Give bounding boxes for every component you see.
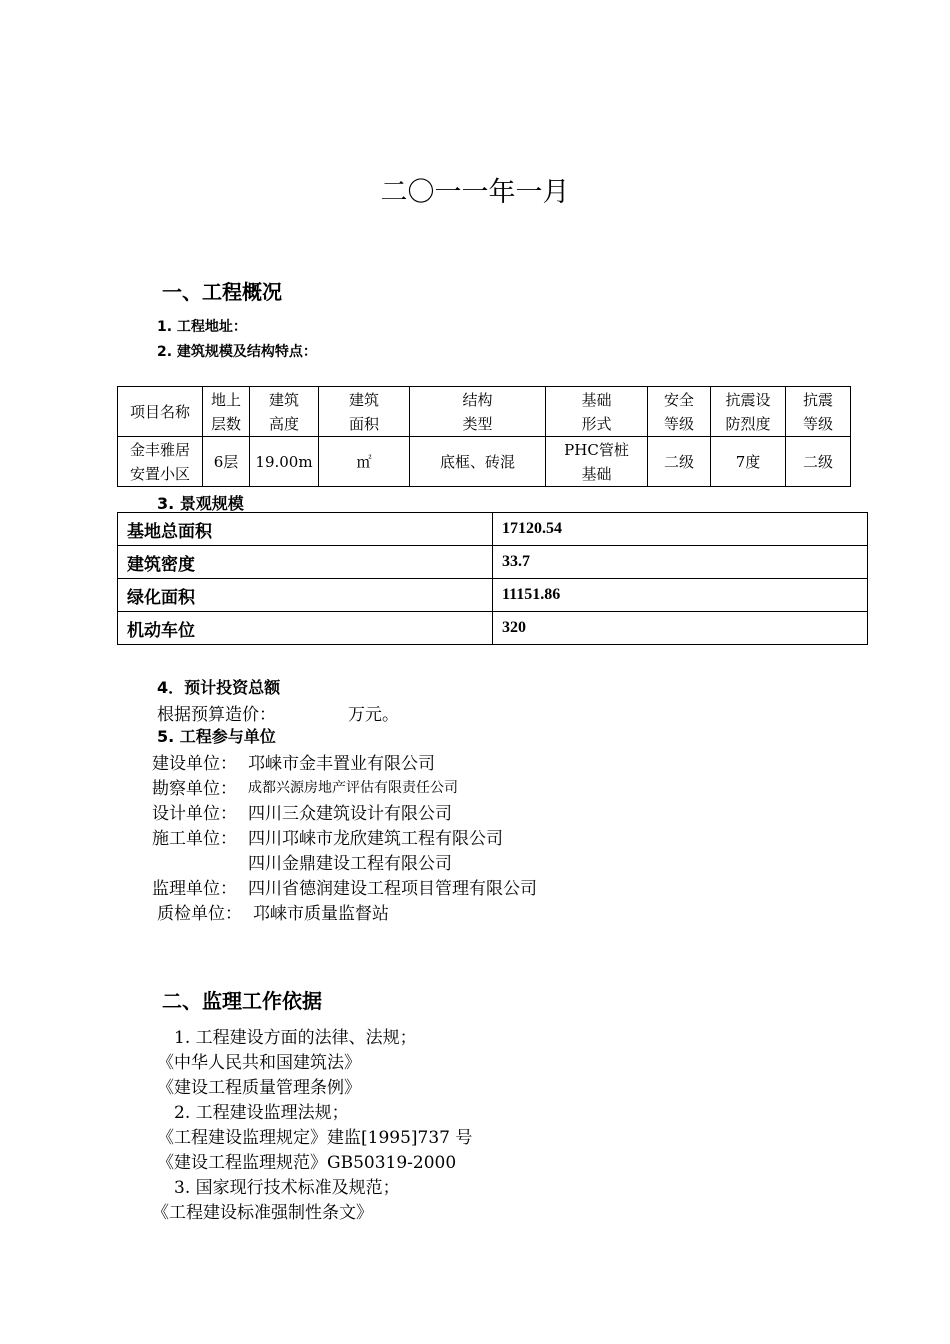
unit-value: 四川三众建筑设计有限公司 — [248, 804, 452, 824]
table-cell-label: 绿化面积 — [118, 579, 493, 612]
landscape-table — [117, 512, 868, 645]
basis-line: 《工程建设标准强制性条文》 — [152, 1203, 373, 1223]
table-cell-value: 17120.54 — [493, 513, 868, 546]
unit-label: 监理单位： — [152, 879, 237, 899]
table-cell: ㎡ — [319, 437, 410, 487]
header-cell: 建筑 高度 — [250, 387, 319, 437]
header-cell: 建筑 面积 — [319, 387, 410, 437]
header-cell: 基础 形式 — [546, 387, 648, 437]
section-heading-overview: 一、工程概况 — [162, 280, 282, 304]
item-landscape-scale: 3. 景观规模 — [157, 494, 244, 513]
header-cell: 抗震 等级 — [786, 387, 851, 437]
table-cell: PHC管桩 基础 — [546, 437, 648, 487]
basis-line: 3. 国家现行技术标准及规范； — [174, 1178, 400, 1198]
table-row — [118, 579, 868, 612]
header-cell: 抗震设 防烈度 — [711, 387, 786, 437]
basis-line: 《工程建设监理规定》建监[1995]737 号 — [157, 1128, 473, 1148]
unit-value: 邛崃市金丰置业有限公司 — [248, 754, 435, 774]
basis-line: 2. 工程建设监理法规； — [174, 1103, 349, 1123]
item-participants: 5. 工程参与单位 — [157, 727, 276, 746]
table-cell: 6层 — [203, 437, 250, 487]
date-title: 二〇一一年一月 — [380, 177, 570, 208]
basis-line: 《建设工程监理规范》GB50319-2000 — [157, 1153, 457, 1173]
table-cell: 底框、砖混 — [410, 437, 546, 487]
unit-value: 成都兴源房地产评估有限责任公司 — [248, 780, 458, 796]
table-row — [118, 612, 868, 645]
table-cell-value: 11151.86 — [493, 579, 868, 612]
item-investment: 4．预计投资总额 — [157, 678, 281, 697]
header-cell: 安全 等级 — [648, 387, 711, 437]
section-heading-basis: 二、监理工作依据 — [162, 989, 322, 1013]
unit-value: 四川金鼎建设工程有限公司 — [248, 854, 452, 874]
table-cell: 金丰雅居 安置小区 — [118, 437, 203, 487]
table-cell-label: 基地总面积 — [118, 513, 493, 546]
unit-value: 邛崃市质量监督站 — [253, 904, 389, 924]
budget-unit: 万元。 — [348, 705, 399, 725]
table-row — [118, 546, 868, 579]
unit-label: 质检单位： — [157, 904, 242, 924]
table-cell-label: 建筑密度 — [118, 546, 493, 579]
table-cell-label: 机动车位 — [118, 612, 493, 645]
unit-value: 四川邛崃市龙欣建筑工程有限公司 — [248, 829, 503, 849]
table-cell: 二级 — [786, 437, 851, 487]
building-spec-table — [117, 386, 851, 487]
table-header-row — [118, 387, 851, 437]
table-cell-value: 33.7 — [493, 546, 868, 579]
table-cell: 二级 — [648, 437, 711, 487]
unit-label: 施工单位： — [152, 829, 237, 849]
table-row — [118, 513, 868, 546]
header-cell: 地上 层数 — [203, 387, 250, 437]
item-project-address: 1. 工程地址： — [157, 319, 247, 335]
table-cell: 7度 — [711, 437, 786, 487]
header-cell: 项目名称 — [118, 387, 203, 437]
table-cell-value: 320 — [493, 612, 868, 645]
unit-label: 建设单位： — [152, 754, 237, 774]
budget-label: 根据预算造价： — [157, 705, 276, 725]
header-cell: 结构 类型 — [410, 387, 546, 437]
table-cell: 19.00m — [250, 437, 319, 487]
item-building-scale: 2. 建筑规模及结构特点： — [157, 344, 317, 360]
basis-line: 1. 工程建设方面的法律、法规； — [174, 1028, 417, 1048]
unit-label: 勘察单位： — [152, 779, 237, 799]
basis-line: 《中华人民共和国建筑法》 — [157, 1053, 361, 1073]
unit-label: 设计单位： — [152, 804, 237, 824]
unit-value: 四川省德润建设工程项目管理有限公司 — [248, 879, 537, 899]
basis-line: 《建设工程质量管理条例》 — [157, 1078, 361, 1098]
table-row — [118, 437, 851, 487]
